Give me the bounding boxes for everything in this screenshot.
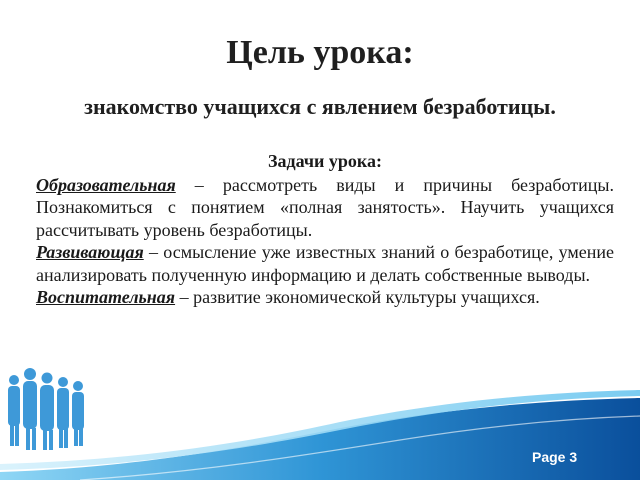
slide-subtitle: знакомство учащихся с явлением безработицы.	[84, 94, 556, 119]
task-separator: –	[175, 287, 194, 307]
task-separator: –	[175, 174, 223, 195]
task-name: Образовательная	[36, 174, 176, 195]
task-item-educational	[36, 174, 614, 242]
page-number: Page 3	[532, 449, 578, 465]
task-text: развитие экономической культуры учащихся.	[193, 287, 540, 307]
task-name: Воспитательная	[36, 287, 176, 307]
tasks-heading: Задачи урока:	[267, 151, 382, 171]
slide-title: Цель урока:	[226, 34, 414, 71]
task-text: осмысление уже известных знаний о безработице, умение анализировать полученную информацию и делать собственные выводы.	[36, 242, 615, 285]
task-name: Развивающая	[36, 242, 144, 262]
task-item-upbringing	[36, 286, 614, 309]
tasks-section	[36, 150, 614, 309]
business-people-silhouettes-icon	[8, 368, 84, 450]
task-separator: –	[143, 242, 164, 262]
wave-banner	[0, 390, 640, 480]
task-item-developing	[36, 241, 614, 286]
task-text: рассмотреть виды и причины безработицы. Познакомиться с понятием «полная занятость». Научить учащихся рассчитывать уровень безработицы.	[36, 174, 614, 240]
